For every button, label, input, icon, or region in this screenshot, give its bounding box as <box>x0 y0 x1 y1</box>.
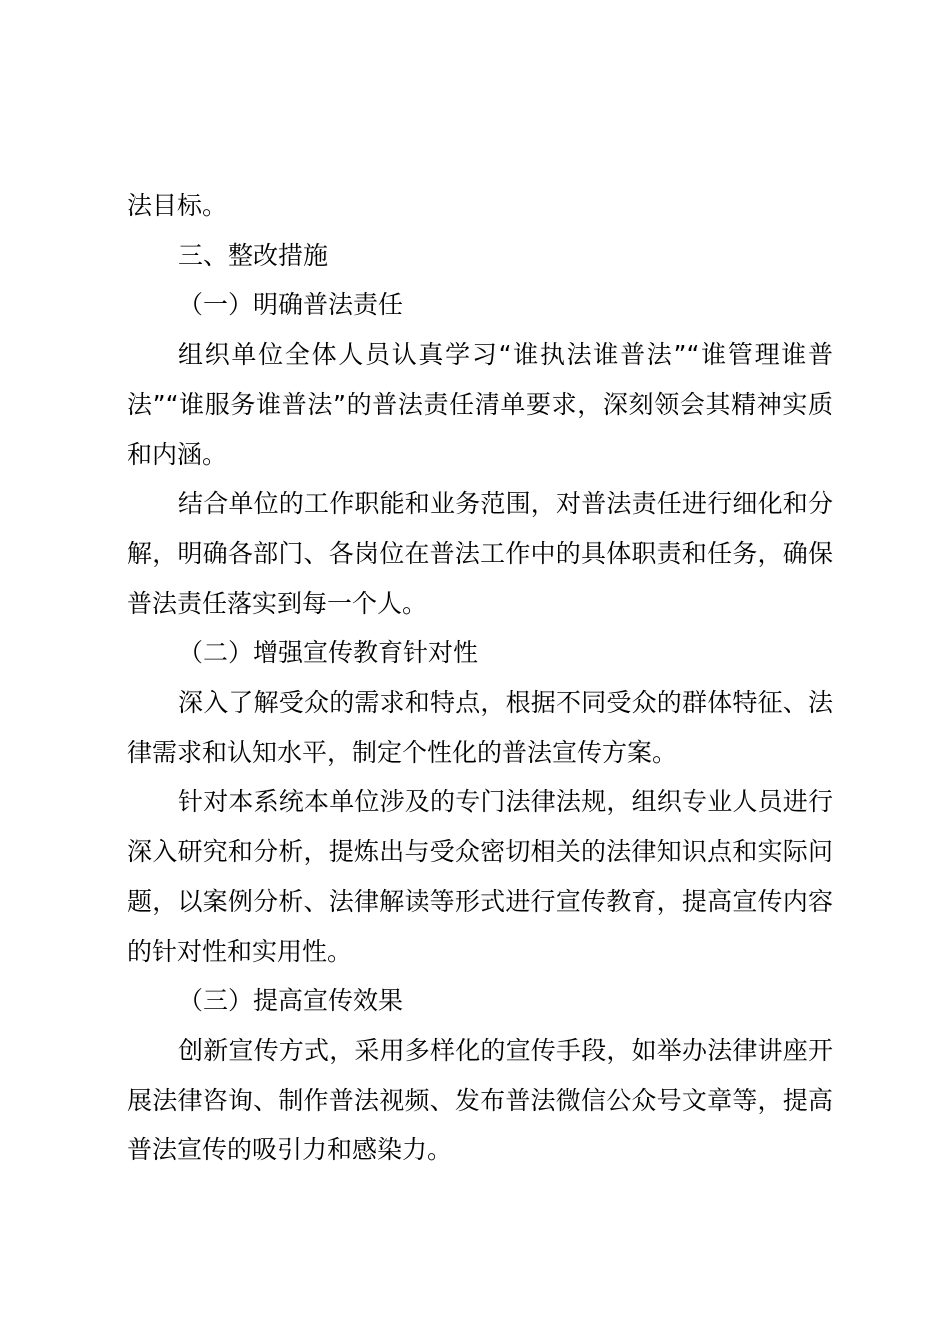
paragraph-continuation: 法目标。 <box>127 191 228 220</box>
section-heading-rectification-measures: 三、整改措施 <box>178 240 329 270</box>
paragraph: 深入了解受众的需求和特点，根据不同受众的群体特征、法律需求和认知水平，制定个性化的普法宣传方案。 <box>127 688 833 767</box>
paragraph: 创新宣传方式，采用多样化的宣传手段，如举办法律讲座开展法律咨询、制作普法视频、发布普法微信公众号文章等，提高普法宣传的吸引力和感染力。 <box>127 1035 833 1165</box>
paragraph: 结合单位的工作职能和业务范围，对普法责任进行细化和分解，明确各部门、各岗位在普法工作中的具体职责和任务，确保普法责任落实到每一个人。 <box>127 489 833 618</box>
paragraph: 组织单位全体人员认真学习“谁执法谁普法”“谁管理谁普法”“谁服务谁普法”的普法责任清单要求，深刻领会其精神实质和内涵。 <box>127 340 833 469</box>
subheading-targeted-education: （二）增强宣传教育针对性 <box>178 638 479 668</box>
subheading-clarify-responsibility: （一）明确普法责任 <box>178 290 404 320</box>
document-body <box>127 181 833 1175</box>
subheading-improve-effect: （三）提高宣传效果 <box>178 986 404 1016</box>
paragraph: 针对本系统本单位涉及的专门法律法规，组织专业人员进行深入研究和分析，提炼出与受众密切相关的法律知识点和实际问题，以案例分析、法律解读等形式进行宣传教育，提高宣传内容的针对性和实用性。 <box>127 787 833 966</box>
